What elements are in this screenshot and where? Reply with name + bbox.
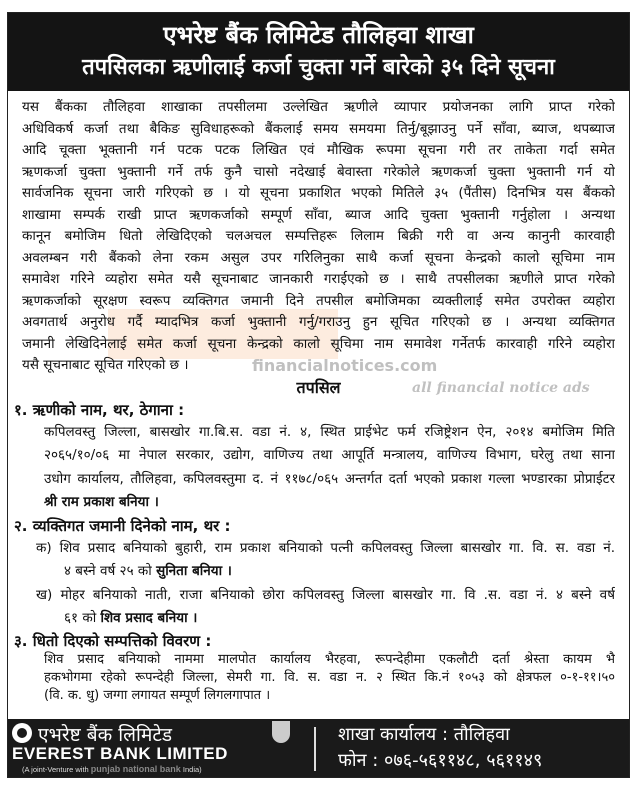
footer-divider bbox=[314, 727, 316, 771]
body-line: कानून बमोजिम धितो लेखिदिएको चलअचल सम्पत्तिहरू लिलाम बिक्री गरी वा अन्य कानुनी कारवाही bbox=[22, 228, 615, 244]
body-line: आदि चूक्ता भूक्तानी गर्न पटक पटक लिखित एवं मौखिक रूपमा सूचना गरी तर ताकेता गर्दा समेत bbox=[22, 142, 615, 158]
guarantor-kha-line bbox=[22, 607, 615, 631]
body-line: ऋणकर्जा चुक्ता भुक्तानी गर्ने तर्फ कुनै चासो नदेखाई बेवास्ता गरेकोले ऋणकर्जा चुक्ता भुक्तानी गर्न यो bbox=[22, 163, 615, 180]
body-line: जमानी लेखिदिनेलाई समेत कर्जा सूचना केन्द्रको कालो सूचिमा नाम समावेश गर्नेतर्फ कारवाही गरिने व्यहोरा bbox=[22, 335, 615, 352]
guarantor-kha-name: शिव प्रसाद बनिया । bbox=[100, 610, 198, 626]
tapasil-row bbox=[22, 377, 615, 399]
guarantor-ka-line: क) शिव प्रसाद बनियाको बुहारी, राम प्रकाश बनियाको पत्नी कपिलवस्तु जिल्ला बासखोर गा. वि. स. वडा नं. bbox=[36, 539, 615, 556]
joint-venture-text bbox=[22, 764, 202, 774]
borrower-name: श्री राम प्रकाश बनिया । bbox=[44, 494, 159, 510]
branch-office: शाखा कार्यालय : तौलिहवा bbox=[338, 724, 510, 745]
pnb-emblem-icon bbox=[272, 721, 290, 743]
body-line: अवलम्बन गरी बैंकको लेना रकम असुल उपर गरिलिनुका साथै कर्जा सूचना केन्द्रको कालो सूचिमा नाम bbox=[22, 249, 615, 266]
body-line: अवगतार्थ अनुरोध गर्दै म्यादभित्र कर्जा भुक्तानी गर्नु/गराउनु हुन सूचित गरिएको छ । अन्यथा व्यक्तिगत bbox=[22, 314, 615, 330]
branch-contact bbox=[338, 722, 542, 774]
notice-body bbox=[14, 97, 615, 705]
body-line: यस बैंकका तौलिहवा शाखाका तपसीलमा उल्लेखित ऋणीले व्यापार प्रयोजनका लागि प्राप्त गरेको bbox=[22, 99, 615, 115]
section-guarantor-title: २. व्यक्तिगत जमानी दिनेको नाम, थर : bbox=[14, 516, 231, 535]
body-line: समावेश गरिने व्यहोरा समेत यसै सूचनाबाट जानकारी गराईएको छ । साथै तपसीलका ऋणीले प्राप्त गरेको bbox=[22, 271, 615, 287]
guarantor-ka-name: सुनिता बनिया । bbox=[156, 563, 232, 579]
collateral-line: (वि. क. धु) जग्गा लगायत सम्पूर्ण लिगलगापात । bbox=[44, 687, 271, 703]
notice-footer bbox=[8, 719, 629, 777]
guarantor-ka-prefix: ४ बस्ने वर्ष २५ को bbox=[64, 563, 152, 579]
notice-subtitle: तपसिलका ऋणीलाई कर्जा चुक्ता गर्ने बारेको ३५ दिने सूचना bbox=[82, 55, 555, 80]
body-line: ऋणकर्जाको सूरक्षण स्वरूप व्यक्तिगत जमानी दिने तपसील बमोजिमका व्यक्तीलाई समेत उपरोक्त व्यहोरा bbox=[22, 292, 615, 309]
borrower-line: उधोग कार्यालय, तौलिहवा, कपिलवस्तुमा द. नं ११७८/०६५ अन्तर्गत दर्ता भएको प्रकाश गल्ला भण्डारका प्रोप्राईटर bbox=[44, 470, 615, 487]
collateral-line: शिव प्रसाद बनियाको नाममा मालपोत कार्यालय भैरहवा, रूपन्देहीमा एकलौटी दर्ता श्रेस्ता कायम भै bbox=[44, 651, 615, 667]
notice-title: एभरेष्ट बैंक लिमिटेड तौलिहवा शाखा bbox=[163, 21, 474, 49]
borrower-line: कपिलवस्तु जिल्ला, बासखोर गा.बि.स. वडा नं. ४, स्थित प्राईभेट फर्म रजिष्ट्रेशन ऐन, २०१४ बमोजिम मिति bbox=[44, 423, 615, 440]
jv-partner: punjab national bank bbox=[90, 764, 181, 774]
watermark-site: financialnotices.com bbox=[252, 356, 438, 375]
last-body-row bbox=[22, 355, 615, 377]
section-collateral-title: ३. धितो दिएको सम्पत्तिको विवरण : bbox=[14, 631, 212, 650]
guarantor-ka-line bbox=[22, 560, 615, 584]
logo-nepali: एभरेष्ट बैंक लिमिटेड bbox=[38, 724, 173, 746]
bank-emblem-icon bbox=[12, 723, 32, 743]
notice-frame bbox=[7, 12, 630, 778]
phone-numbers: फोन : ०७६-५६११४८, ५६११४९ bbox=[338, 750, 543, 771]
body-line: शाखामा सम्पर्क राखी प्राप्त ऋणकर्जाको सम्पूर्ण साँवा, ब्याज आदि चुक्ता भुक्तानी गर्नुहोला । अन्यथा bbox=[22, 206, 615, 223]
body-line-text: यसै सूचनाबाट सूचित गरिएको छ । bbox=[22, 357, 189, 373]
jv-suffix: India) bbox=[182, 765, 202, 774]
body-line: सार्वजनिक सूचना जारी गरिएको छ । यो सूचना प्रकाशित भएको मितिले ३५ (पैंतीस) दिनभित्र यस बैंकको bbox=[22, 185, 615, 201]
tapasil-heading: तपसिल bbox=[296, 377, 341, 397]
jv-prefix: (A joint-Venture with bbox=[22, 765, 89, 774]
guarantor-kha-line: ख) मोहर बनियाको नाती, राजा बनियाको छोरा कपिलवस्तु जिल्ला बासखोर गा. वि .स. वडा नं. ४ बस्ने वर्ष bbox=[36, 586, 615, 603]
borrower-line: २०६५/१०/०६ मा नेपाल सरकार, उद्योग, वाणिज्य तथा आपूर्ति मन्त्रालय, वाणिज्य विभाग, घरेलु तथा साना bbox=[44, 447, 615, 463]
collateral-line: हकभोगमा रहेको रूपन्देही जिल्ला, सेमरी गा. वि. स. वडा न. २ स्थित कि.नं १०५३ को क्षेत्रफल ०-१-११।५० bbox=[44, 669, 615, 685]
guarantor-kha-prefix: ६१ को bbox=[64, 610, 97, 626]
section-borrower-title: १. ऋणीको नाम, थर, ठेगाना : bbox=[14, 400, 185, 419]
body-line: अधिविकर्ष कर्जा तथा बैकिङ सुविधाहरूको बैंकलाई समय समयमा तिर्नु/बूझाउनु पर्ने साँवा, ब्याज, थपब्याज bbox=[22, 120, 615, 137]
notice-header bbox=[8, 13, 629, 91]
logo-english: EVEREST BANK LIMITED bbox=[12, 744, 228, 763]
everest-bank-logo bbox=[8, 719, 298, 777]
watermark-tagline: all financial notice ads bbox=[412, 379, 590, 396]
